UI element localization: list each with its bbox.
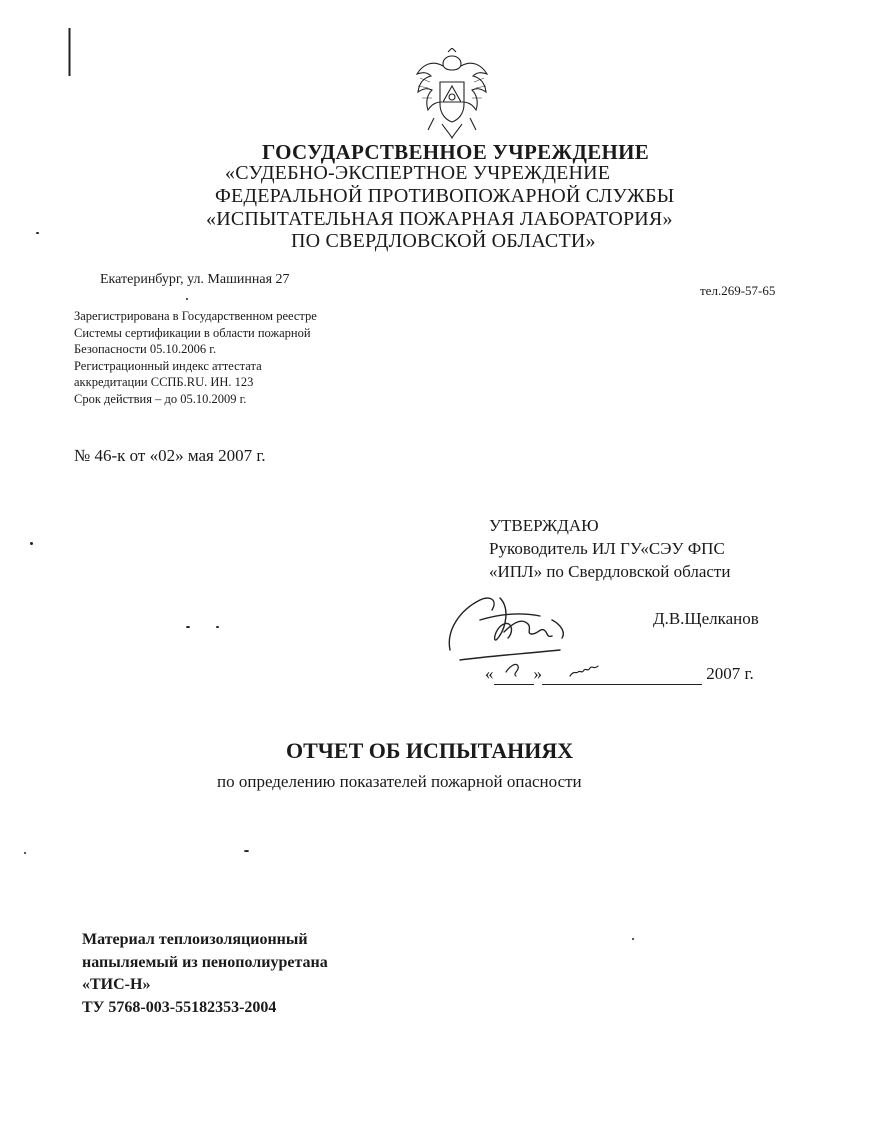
organization-line: «ИСПЫТАТЕЛЬНАЯ ПОЖАРНАЯ ЛАБОРАТОРИЯ» [206, 208, 673, 230]
registration-block [74, 308, 317, 407]
report-title: ОТЧЕТ ОБ ИСПЫТАНИЯХ [286, 738, 574, 763]
approval-line: «ИПЛ» по Свердловской области [489, 562, 731, 581]
scan-speck [216, 626, 219, 628]
registration-line: Срок действия – до 05.10.2009 г. [74, 391, 247, 406]
registration-line: Безопасности 05.10.2006 г. [74, 342, 217, 356]
report-subtitle: по определению показателей пожарной опасности [217, 772, 582, 791]
scan-speck [186, 298, 188, 300]
registration-line: аккредитации ССПБ.RU. ИН. 123 [74, 375, 254, 389]
material-line: ТУ 5768-003-55182353-2004 [82, 998, 277, 1016]
date-close-quote: » [533, 664, 542, 683]
material-line: «ТИС-Н» [82, 976, 151, 993]
registration-line: Зарегистрирована в Государственном реестре [74, 309, 317, 323]
approval-line: Руководитель ИЛ ГУ«СЭУ ФПС [489, 539, 725, 558]
registration-line: Системы сертификации в области пожарной [74, 325, 311, 340]
document-number: № 46-к от «02» мая 2007 г. [74, 446, 266, 465]
margin-mark [68, 28, 71, 76]
scan-speck [244, 850, 249, 852]
organization-title: ГОСУДАРСТВЕННОЕ УЧРЕЖДЕНИЕ [262, 140, 650, 164]
approval-heading: УТВЕРЖДАЮ [489, 516, 599, 535]
scan-speck [36, 232, 39, 234]
scan-speck [632, 938, 634, 940]
day-blank [494, 664, 534, 685]
approval-year: 2007 г. [706, 664, 754, 683]
emchs-emblem-icon [412, 48, 492, 140]
scan-speck [30, 542, 33, 545]
material-line: Материал теплоизоляционный [82, 931, 308, 948]
organization-line: ПО СВЕРДЛОВСКОЙ ОБЛАСТИ» [291, 230, 596, 252]
approval-date [485, 664, 754, 685]
organization-line: «СУДЕБНО-ЭКСПЕРТНОЕ УЧРЕЖДЕНИЕ [225, 162, 611, 184]
approval-block [489, 514, 730, 583]
material-block [82, 929, 328, 1019]
phone: тел.269-57-65 [700, 283, 776, 298]
approver-name: Д.В.Щелканов [653, 609, 759, 628]
scan-speck [24, 852, 26, 854]
address: Екатеринбург, ул. Машинная 27 [100, 272, 290, 287]
organization-line: ФЕДЕРАЛЬНОЙ ПРОТИВОПОЖАРНОЙ СЛУЖБЫ [215, 185, 675, 207]
material-line: напыляемый из пенополиуретана [82, 953, 328, 971]
date-open-quote: « [485, 664, 494, 683]
month-blank [542, 664, 702, 685]
scan-speck [186, 626, 190, 628]
registration-line: Регистрационный индекс аттестата [74, 358, 262, 373]
